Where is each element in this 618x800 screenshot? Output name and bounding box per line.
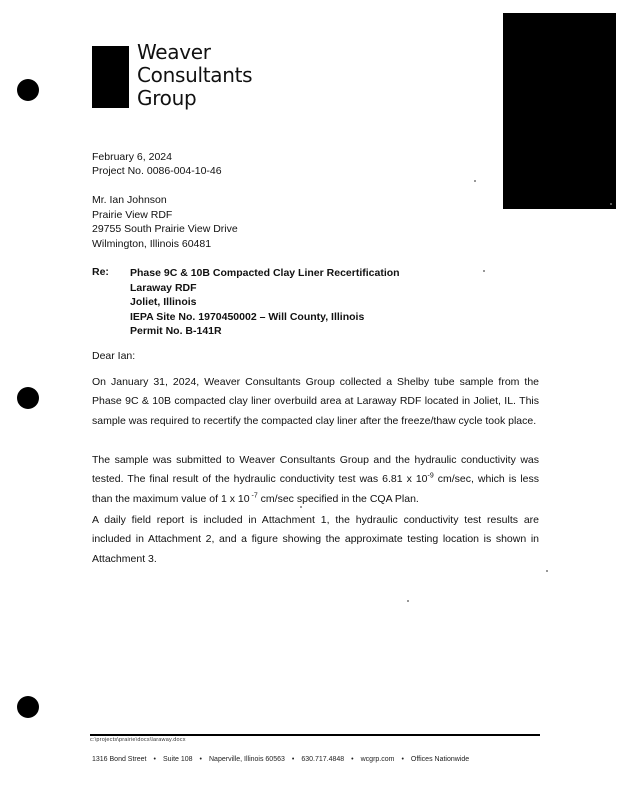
logo-mark [92,46,129,108]
paragraph-1: On January 31, 2024, Weaver Consultants Group collected a Shelby tube sample from the Phase 9C & 10B compacted clay liner overbuild area at Laraway RDF located in Joliet, IL. This sample was required to recertify the compacted clay liner after the freeze/thaw cycle took place. [92,376,539,427]
recipient-name: Mr. Ian Johnson [92,194,167,206]
footer-website: wcgrp.com [360,756,395,763]
scan-speck [546,570,548,572]
subject-line-2: Laraway RDF [130,281,197,294]
logo-line-1: Weaver [137,40,211,64]
punch-hole-bottom [17,696,39,718]
letter-date: February 6, 2024 [92,151,172,163]
recipient-company: Prairie View RDF [92,209,173,221]
footer-address: 1316 Bond Street [92,756,147,763]
logo-line-2: Consultants [137,63,253,87]
paragraph-2 [92,451,539,509]
footer-file-path: c:\projects\prairie\docs\laraway.docx [90,737,186,743]
paragraph-2-part-a: The sample was submitted to Weaver Consultants Group and the hydraulic conductivity was tested. The final result of the hydraulic conductivity test was 6.81 x 10 [92,454,539,486]
scan-speck [474,180,476,182]
subject-block [130,266,400,339]
salutation: Dear Ian: [92,350,136,362]
scan-speck [407,600,409,602]
subject-line-3: Joliet, Illinois [130,296,197,309]
scan-speck [300,506,302,508]
re-label: Re: [92,266,109,278]
punch-hole-middle [17,387,39,409]
recipient-city: Wilmington, Illinois 60481 [92,238,212,250]
logo-line-3: Group [137,86,197,110]
redaction-block [503,13,616,209]
paragraph-2-part-c: cm/sec specified in the CQA Plan. [257,492,419,505]
scan-speck [483,270,485,272]
paragraph-2-part-b: cm/sec, which is less than the maximum value of 1 x 10 [92,473,539,505]
subject-line-4: IEPA Site No. 1970450002 – Will County, Illinois [130,310,365,323]
footer-contact: 1316 Bond Street • Suite 108 • Naperville, Illinois 60563 • 630.717.4848 • wcgrp.com • Offices Nationwide [92,756,470,763]
project-number: Project No. 0086-004-10-46 [92,165,222,177]
exponent-1: -9 [427,472,434,480]
recipient-street: 29755 South Prairie View Drive [92,223,238,235]
subject-line-1: Phase 9C & 10B Compacted Clay Liner Recertification [130,267,400,279]
punch-hole-top [17,79,39,101]
exponent-2: -7 [249,492,258,500]
scan-speck [610,203,612,205]
footer-offices: Offices Nationwide [410,756,470,763]
footer-rule [90,734,540,736]
subject-line-5: Permit No. B-141R [130,325,222,338]
paragraph-3: A daily field report is included in Attachment 1, the hydraulic conductivity test results are included in Attachment 2, and a figure showing the approximate testing location is shown in Attachment 3. [92,514,539,565]
company-logo [137,41,252,110]
footer-suite: Suite 108 [162,756,193,763]
footer-city: Naperville, Illinois 60563 [209,756,285,763]
footer-phone: 630.717.4848 [301,756,345,763]
